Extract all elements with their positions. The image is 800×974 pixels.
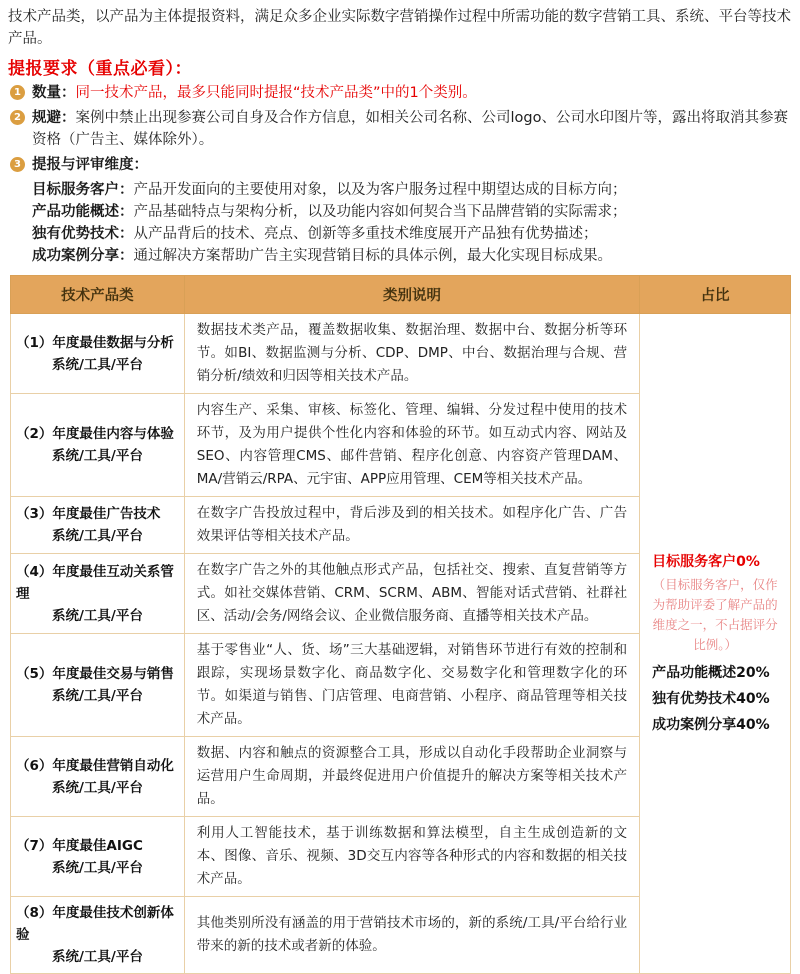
requirement-text: 案例中禁止出现参赛公司自身及合作方信息，如相关公司名称、公司logo、公司水印图片等，露出将取消其参赛资格（广告主、媒体除外）。 bbox=[32, 110, 788, 148]
requirement-label: 数量： bbox=[32, 85, 76, 101]
requirement-item-dimensions bbox=[8, 154, 792, 176]
category-cell bbox=[11, 634, 185, 737]
ratio-item: 成功案例分享40% bbox=[652, 716, 770, 733]
intro-paragraph: 技术产品类，以产品为主体提报资料，满足众多企业实际数字营销操作过程中所需功能的数字营销工具、系统、平台等技术产品。 bbox=[8, 9, 791, 47]
ratio-highlight: 目标服务客户0% bbox=[652, 553, 760, 570]
dimension-item-target-customer bbox=[32, 179, 792, 201]
category-cell bbox=[11, 817, 185, 897]
dimension-text: 通过解决方案帮助广告主实现营销目标的具体示例，最大化实现目标成果。 bbox=[133, 248, 612, 264]
header-category: 技术产品类 bbox=[11, 276, 185, 314]
category-subtitle: 系统/工具/平台 bbox=[51, 688, 143, 704]
description-cell: 利用人工智能技术，基于训练数据和算法模型，自主生成创造新的文本、图像、音乐、视频、3D交互内容等各种形式的内容和数据的相关技术产品。 bbox=[184, 817, 639, 897]
category-title: （7）年度最佳AIGC bbox=[16, 837, 143, 854]
category-cell bbox=[11, 497, 185, 554]
description-cell: 在数字广告之外的其他触点形式产品，包括社交、搜索、直复营销等方式。如社交媒体营销、CRM、SCRM、ABM、智能对话式营销、社群社区、活动/会务/网络会议、企业微信服务商、直播等相关技术产品。 bbox=[184, 554, 639, 634]
dimension-text: 产品基础特点与架构分析，以及功能内容如何契合当下品牌营销的实际需求； bbox=[133, 204, 627, 220]
ratio-item: 独有优势技术40% bbox=[652, 690, 770, 707]
category-cell bbox=[11, 394, 185, 497]
dimension-label: 成功案例分享： bbox=[32, 248, 134, 264]
category-subtitle: 系统/工具/平台 bbox=[51, 448, 143, 464]
category-title: （3）年度最佳广告技术 bbox=[16, 506, 161, 522]
requirement-label: 提报与评审维度： bbox=[32, 157, 148, 173]
category-cell bbox=[11, 314, 185, 394]
category-subtitle: 系统/工具/平台 bbox=[51, 859, 143, 876]
category-table bbox=[10, 275, 791, 974]
ratio-item: 产品功能概述20% bbox=[652, 664, 770, 681]
dimension-label: 独有优势技术： bbox=[32, 226, 134, 242]
category-cell bbox=[11, 554, 185, 634]
description-cell: 在数字广告投放过程中，背后涉及到的相关技术。如程序化广告、广告效果评估等相关技术产品。 bbox=[184, 497, 639, 554]
dimension-list bbox=[8, 179, 792, 267]
requirement-label: 规避： bbox=[32, 110, 76, 126]
dimension-item-unique-tech bbox=[32, 223, 792, 245]
requirement-text: 同一技术产品，最多只能同时提报“技术产品类”中的1个类别。 bbox=[75, 85, 477, 101]
category-title: （5）年度最佳交易与销售 bbox=[16, 666, 174, 682]
description-cell: 其他类别所没有涵盖的用于营销技术市场的，新的系统/工具/平台给行业带来的新的技术或者新的体验。 bbox=[184, 897, 639, 974]
dimension-label: 产品功能概述： bbox=[32, 204, 134, 220]
requirements-heading: 提报要求（重点必看）： bbox=[8, 59, 192, 79]
category-subtitle: 系统/工具/平台 bbox=[51, 779, 143, 796]
dimension-text: 产品开发面向的主要使用对象，以及为客户服务过程中期望达成的目标方向； bbox=[133, 182, 627, 198]
header-description: 类别说明 bbox=[184, 276, 639, 314]
table-header-row bbox=[11, 276, 791, 314]
number-badge-2: 2 bbox=[10, 110, 25, 125]
dimension-text: 从产品背后的技术、亮点、创新等多重技术维度展开产品独有优势描述； bbox=[133, 226, 598, 242]
category-title: （6）年度最佳营销自动化 bbox=[16, 757, 174, 774]
description-cell: 基于零售业“人、货、场”三大基础逻辑，对销售环节进行有效的控制和跟踪，实现场景数字化、商品数字化、交易数字化和管理数字化的环节。如渠道与销售、门店管理、电商营销、小程序、商品管理等相关技术产品。 bbox=[184, 634, 639, 737]
category-title: （8）年度最佳技术创新体验 bbox=[16, 905, 174, 943]
description-cell: 数据技术类产品，覆盖数据收集、数据治理、数据中台、数据分析等环节。如BI、数据监测与分析、CDP、DMP、中台、数据治理与合规、营销分析/绩效和归因等相关技术产品。 bbox=[184, 314, 639, 394]
table-row-1 bbox=[11, 314, 791, 394]
category-subtitle: 系统/工具/平台 bbox=[51, 607, 143, 624]
category-subtitle: 系统/工具/平台 bbox=[51, 949, 143, 965]
category-cell bbox=[11, 897, 185, 974]
category-title: （2）年度最佳内容与体验 bbox=[16, 426, 174, 442]
category-title: （1）年度最佳数据与分析 bbox=[16, 334, 174, 351]
ratio-cell bbox=[640, 314, 791, 974]
requirement-item-avoidance bbox=[8, 107, 792, 151]
requirement-item-quantity bbox=[8, 82, 792, 104]
category-subtitle: 系统/工具/平台 bbox=[51, 356, 143, 373]
description-cell: 数据、内容和触点的资源整合工具，形成以自动化手段帮助企业洞察与运营用户生命周期，并最终促进用户价值提升的解决方案等相关技术产品。 bbox=[184, 737, 639, 817]
description-cell: 内容生产、采集、审核、标签化、管理、编辑、分发过程中使用的技术环节，及为用户提供个性化内容和体验的环节。如互动式内容、网站及SEO、内容管理CMS、邮件营销、程序化创意、内容资产管理DAM、MA/营销云/RPA、元宇宙、APP应用管理、CEM等相关技术产品。 bbox=[184, 394, 639, 497]
category-cell bbox=[11, 737, 185, 817]
header-ratio: 占比 bbox=[640, 276, 791, 314]
category-title: （4）年度最佳互动关系管理 bbox=[16, 563, 174, 602]
dimension-label: 目标服务客户： bbox=[32, 182, 134, 198]
ratio-note: （目标服务客户，仅作为帮助评委了解产品的维度之一，不占据评分比例。） bbox=[652, 576, 778, 652]
number-badge-1: 1 bbox=[10, 85, 25, 100]
dimension-item-case-sharing bbox=[32, 245, 792, 267]
category-subtitle: 系统/工具/平台 bbox=[51, 528, 143, 544]
number-badge-3: 3 bbox=[10, 157, 25, 172]
dimension-item-product-function bbox=[32, 201, 792, 223]
